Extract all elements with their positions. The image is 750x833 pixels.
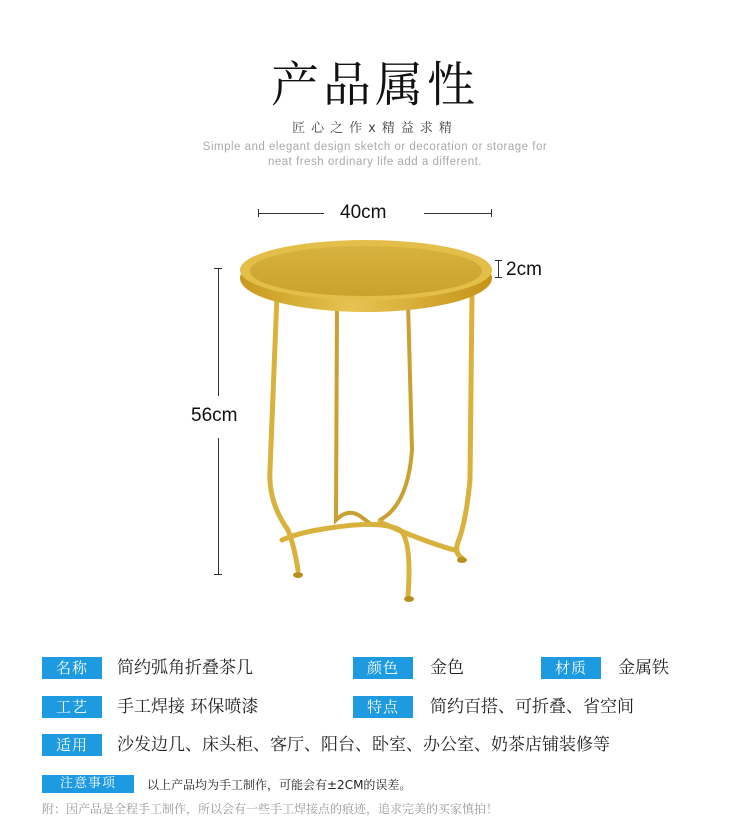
page-subtitle: 匠心之作x精益求精	[292, 121, 458, 136]
height-label: 56cm	[191, 405, 238, 426]
width-tick-right	[491, 209, 492, 217]
craft-value: 手工焊接 环保喷漆	[117, 697, 259, 717]
feature-value: 简约百搭、可折叠、省空间	[430, 697, 634, 717]
spec-row-2	[0, 696, 750, 722]
tagline-line-2: neat fresh ordinary life add a different.	[268, 156, 482, 168]
feature-label: 特点	[353, 696, 413, 718]
rim-height-label: 2cm	[506, 259, 542, 280]
width-rule-right	[424, 213, 492, 214]
name-label: 名称	[42, 657, 102, 679]
gold-side-table-image	[240, 240, 510, 610]
width-rule-left	[258, 213, 324, 214]
color-value: 金色	[430, 658, 464, 678]
tagline	[150, 140, 600, 170]
color-label: 颜色	[353, 657, 413, 679]
footnote: 附：因产品是全程手工制作，所以会有一些手工焊接点的痕迹，追求完美的买家慎拍！	[42, 802, 499, 816]
usage-label: 适用	[42, 734, 102, 756]
height-tick-bottom	[214, 574, 222, 575]
width-label: 40cm	[340, 202, 387, 223]
spec-row-3	[0, 734, 750, 760]
spec-row-1	[0, 657, 750, 683]
usage-value: 沙发边几、床头柜、客厅、阳台、卧室、办公室、奶茶店铺装修等	[117, 735, 610, 755]
notice-label: 注意事项	[42, 775, 134, 793]
material-value: 金属铁	[618, 658, 669, 678]
height-rule-top	[218, 268, 219, 396]
notice-text: 以上产品均为手工制作，可能会有±2CM的误差。	[147, 778, 412, 792]
craft-label: 工艺	[42, 696, 102, 718]
material-label: 材质	[541, 657, 601, 679]
name-value: 简约弧角折叠茶几	[117, 658, 253, 678]
height-rule-bottom	[218, 438, 219, 574]
page-title: 产品属性	[270, 57, 479, 113]
tagline-line-1: Simple and elegant design sketch or decoration or storage for	[202, 141, 548, 153]
